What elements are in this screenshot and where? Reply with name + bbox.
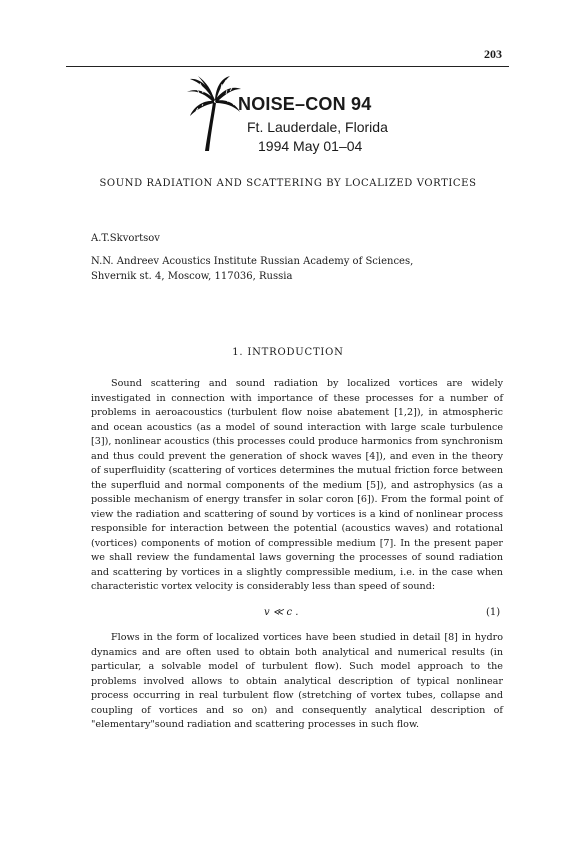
affiliation-line: N.N. Andreev Acoustics Institute Russian Academy of Sciences, xyxy=(91,256,414,267)
palm-tree-icon xyxy=(186,76,242,152)
paper-title: SOUND RADIATION AND SCATTERING BY LOCALIZED VORTICES xyxy=(99,178,477,189)
section-heading: 1. INTRODUCTION xyxy=(232,347,344,358)
equation-expression: v ≪ c . xyxy=(264,607,299,618)
affiliation-line: Shvernik st. 4, Moscow, 117036, Russia xyxy=(91,271,293,282)
header-rule xyxy=(66,66,509,67)
body-paragraph: Flows in the form of localized vortices have been studied in detail [8] in hydro dynamics and are often used to obtain both analytical and numerical results (in particular, a solvable model of turbulent flow). Such model approach to the problems involved allows to obtain analytical description of typical nonlinear process occurring in real turbulent flow (stretching of vortex tubes, collapse and coupling of vortices and so on) and consequently analytical description of "elementary"sound radiation and scattering processes in such flow. xyxy=(91,632,503,730)
conference-date: 1994 May 01–04 xyxy=(258,138,363,154)
conference-name: NOISE–CON 94 xyxy=(238,94,372,114)
equation-number: (1) xyxy=(486,607,501,618)
body-paragraph: Sound scattering and sound radiation by localized vortices are widely investigated in connection with importance of these processes for a number of problems in aeroacoustics (turbulent flow noise abatement [1,2]), in atmospheric and ocean acoustics (as a model of sound interaction with large scale turbulence [3]), nonlinear acoustics (this processes could produce harmonics from synchronism and thus could prevent the generation of shock waves [4]), and even in the theory of superfluidity (scattering of vortices determines the mutual friction force between the superfluid and normal components of the medium [5]), and astrophysics (as a possible mechanism of energy transfer in solar coron [6]). From the formal point of view the radiation and scattering of sound by vortices is a kind of nonlinear process responsible for interaction between the potential (acoustics waves) and rotational (vortices) components of motion of compressible medium [7]. In the present paper we shall review the fundamental laws governing the processes of sound radiation and scattering by vortices in a slightly compressible medium, i.e. in the case when characteristic vortex velocity is considerably less than speed of sound: xyxy=(91,378,503,592)
page-number: 203 xyxy=(484,47,502,61)
author-name: A.T.Skvortsov xyxy=(91,233,160,244)
conference-location: Ft. Lauderdale, Florida xyxy=(247,119,388,135)
author-affiliation xyxy=(91,254,413,284)
